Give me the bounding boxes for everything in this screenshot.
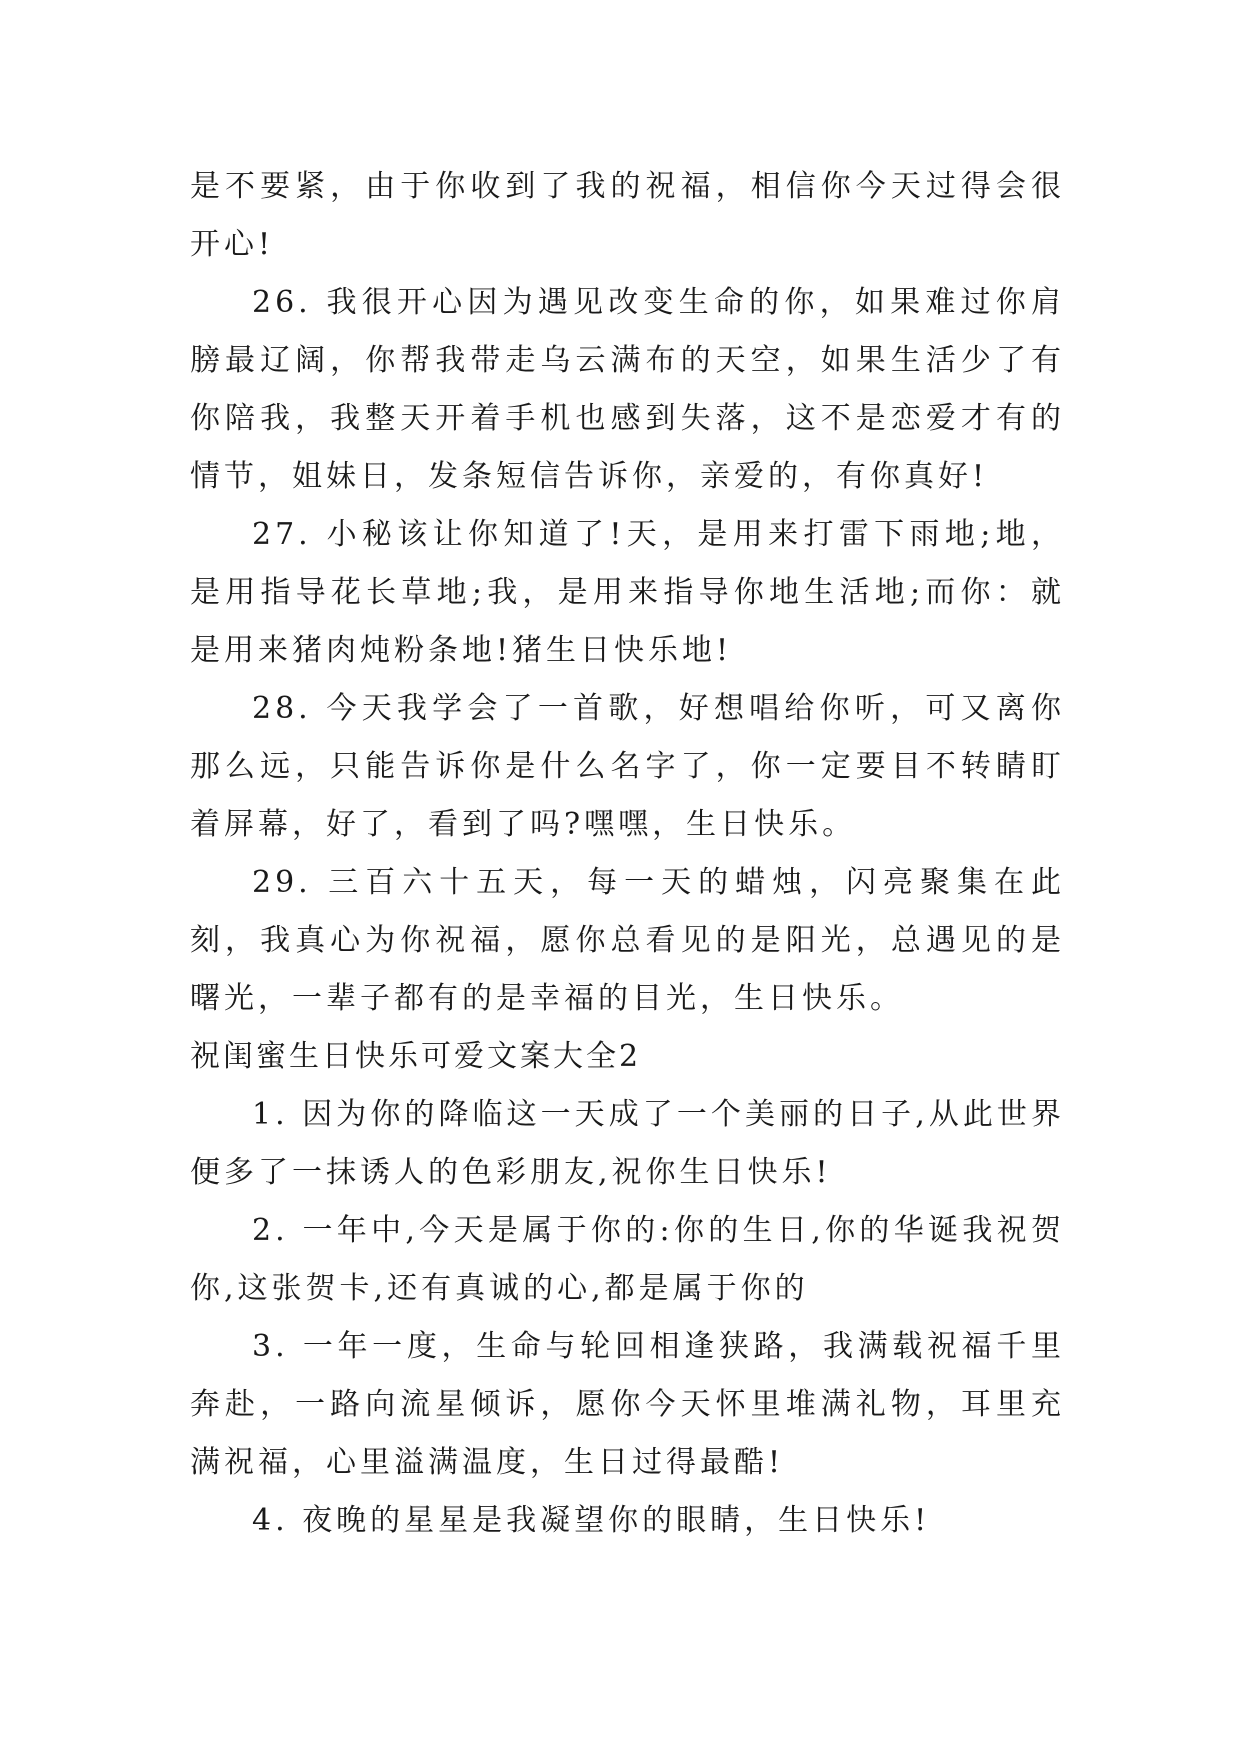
paragraph-item-29: 29. 三百六十五天，每一天的蜡烛，闪亮聚集在此刻，我真心为你祝福，愿你总看见的是阳光，总遇见的是曙光，一辈子都有的是幸福的目光，生日快乐。 (190, 865, 1065, 1016)
paragraph-continued: 是不要紧，由于你收到了我的祝福，相信你今天过得会很开心! (190, 169, 1065, 262)
paragraph-item-26: 26. 我很开心因为遇见改变生命的你，如果难过你肩膀最辽阔，你帮我带走乌云满布的天空，如果生活少了有你陪我，我整天开着手机也感到失落，这不是恋爱才有的情节，姐妹日，发条短信告诉你，亲爱的，有你真好! (190, 285, 1065, 494)
paragraph-section2-item-3: 3. 一年一度，生命与轮回相逢狭路，我满载祝福千里奔赴，一路向流星倾诉，愿你今天怀里堆满礼物，耳里充满祝福，心里溢满温度，生日过得最酷! (190, 1329, 1065, 1480)
document-body (190, 158, 1065, 1550)
paragraph-item-27: 27. 小秘该让你知道了!天，是用来打雷下雨地;地，是用指导花长草地;我，是用来指导你地生活地;而你：就是用来猪肉炖粉条地!猪生日快乐地! (190, 517, 1065, 668)
paragraph-section2-item-4: 4. 夜晚的星星是我凝望你的眼睛，生日快乐! (252, 1503, 931, 1538)
paragraph-section2-item-1: 1. 因为你的降临这一天成了一个美丽的日子,从此世界便多了一抹诱人的色彩朋友,祝你生日快乐! (190, 1097, 1065, 1190)
section-heading: 祝闺蜜生日快乐可爱文案大全2 (190, 1039, 642, 1074)
paragraph-section2-item-2: 2. 一年中,今天是属于你的:你的生日,你的华诞我祝贺你,这张贺卡,还有真诚的心,都是属于你的 (190, 1213, 1065, 1306)
paragraph-item-28: 28. 今天我学会了一首歌，好想唱给你听，可又离你那么远，只能告诉你是什么名字了，你一定要目不转睛盯着屏幕，好了，看到了吗?嘿嘿，生日快乐。 (190, 691, 1065, 842)
